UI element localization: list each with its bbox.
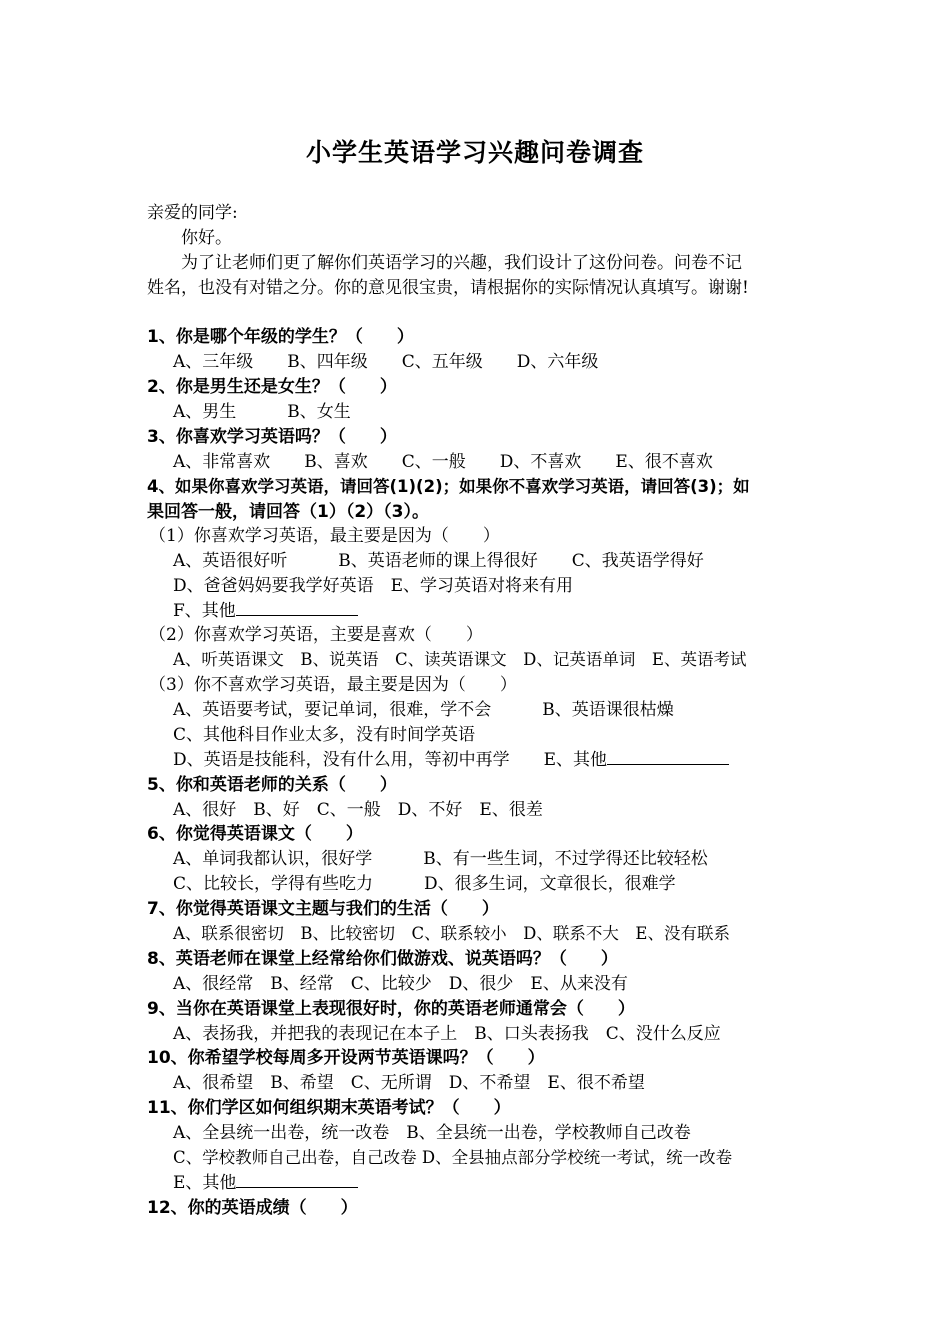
fill-in-blank[interactable] (236, 1171, 358, 1188)
question-5: 5、你和英语老师的关系（ ） (147, 775, 397, 795)
question-4-1-options-1: A、英语很好听 B、英语老师的课上得很好 C、我英语学得好 (173, 551, 704, 571)
question-10: 10、你希望学校每周多开设两节英语课吗？（ ） (147, 1048, 545, 1068)
question-2: 2、你是男生还是女生？（ ） (147, 377, 397, 397)
question-6: 6、你觉得英语课文（ ） (147, 824, 363, 844)
question-8-options: A、很经常 B、经常 C、比较少 D、很少 E、从来没有 (173, 974, 628, 994)
question-2-options: A、男生 B、女生 (173, 402, 351, 422)
question-4-line-2: 果回答一般，请回答（1）（2）（3）。 (147, 502, 429, 522)
question-9: 9、当你在英语课堂上表现很好时，你的英语老师通常会（ ） (147, 999, 635, 1019)
question-4-3-options-2: C、其他科目作业太多，没有时间学英语 (173, 725, 476, 745)
question-4-1-options-3 (173, 599, 358, 623)
option-e-label: D、英语是技能科，没有什么用，等初中再学 E、其他 (173, 750, 608, 770)
question-4-3: （3）你不喜欢学习英语，最主要是因为（ ） (149, 675, 517, 695)
question-10-options: A、很希望 B、希望 C、无所谓 D、不希望 E、很不希望 (173, 1073, 645, 1093)
question-7: 7、你觉得英语课文主题与我们的生活（ ） (147, 899, 499, 919)
question-5-options: A、很好 B、好 C、一般 D、不好 E、很差 (173, 800, 543, 820)
question-11: 11、你们学区如何组织期末英语考试？（ ） (147, 1098, 511, 1118)
question-6-options-2: C、比较长，学得有些吃力 D、很多生词，文章很长，很难学 (173, 874, 676, 894)
hello-text: 你好。 (181, 228, 232, 248)
question-4-line-1: 4、如果你喜欢学习英语，请回答(1)(2)；如果你不喜欢学习英语，请回答(3)；如 (147, 477, 750, 496)
fill-in-blank[interactable] (607, 748, 729, 765)
question-8: 8、英语老师在课堂上经常给你们做游戏、说英语吗？（ ） (147, 949, 618, 969)
question-9-options: A、表扬我，并把我的表现记在本子上 B、口头表扬我 C、没什么反应 (173, 1024, 721, 1044)
question-1: 1、你是哪个年级的学生？（ ） (147, 327, 414, 347)
fill-in-blank[interactable] (236, 599, 358, 616)
question-3-options: A、非常喜欢 B、喜欢 C、一般 D、不喜欢 E、很不喜欢 (173, 452, 713, 472)
intro-line-2: 姓名，也没有对错之分。你的意见很宝贵，请根据你的实际情况认真填写。谢谢! (147, 278, 749, 298)
greeting: 亲爱的同学: (147, 203, 238, 223)
question-12: 12、你的英语成绩（ ） (147, 1198, 358, 1218)
question-1-options: A、三年级 B、四年级 C、五年级 D、六年级 (173, 352, 599, 372)
question-3: 3、你喜欢学习英语吗？（ ） (147, 427, 397, 447)
question-4-3-options-3 (173, 748, 729, 772)
question-4-2-options: A、听英语课文 B、说英语 C、读英语课文 D、记英语单词 E、英语考试 (173, 650, 747, 669)
question-4-1: （1）你喜欢学习英语，最主要是因为（ ） (149, 526, 500, 546)
intro-line-1: 为了让老师们更了解你们英语学习的兴趣，我们设计了这份问卷。问卷不记 (181, 253, 742, 273)
question-6-options-1: A、单词我都认识，很好学 B、有一些生词，不过学得还比较轻松 (173, 849, 708, 869)
question-7-options: A、联系很密切 B、比较密切 C、联系较小 D、联系不大 E、没有联系 (173, 924, 730, 943)
page-title: 小学生英语学习兴趣问卷调查 (305, 138, 644, 167)
question-11-options-2: C、学校教师自己出卷，自己改卷 D、全县抽点部分学校统一考试，统一改卷 (173, 1148, 733, 1167)
option-f-label: F、其他 (173, 601, 236, 621)
question-4-3-options-1: A、英语要考试，要记单词，很难，学不会 B、英语课很枯燥 (173, 700, 674, 720)
question-4-1-options-2: D、爸爸妈妈要我学好英语 E、学习英语对将来有用 (173, 576, 574, 596)
option-e-label: E、其他 (173, 1173, 237, 1193)
question-11-options-1: A、全县统一出卷，统一改卷 B、全县统一出卷，学校教师自己改卷 (173, 1123, 691, 1143)
question-4-2: （2）你喜欢学习英语，主要是喜欢（ ） (149, 625, 483, 645)
question-11-options-3 (173, 1171, 358, 1195)
